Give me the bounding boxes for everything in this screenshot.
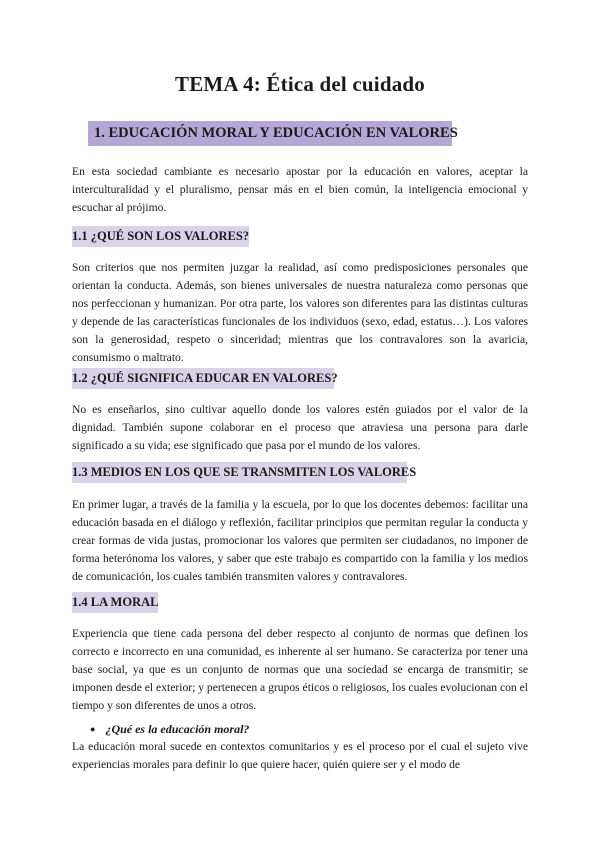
subsection-1-4-text: Experiencia que tiene cada persona del deber respecto al conjunto de normas que definen los correcto e incorrecto en una comunidad, es inherente al ser humano. Se caracteriza por tener una base social, ya que es un conjunto de normas que una sociedad se encarga de transmitir; se imponen desde el exterior; y pertenecen a grupos éticos o religiosos, los cuales evolucionan con el tiempo y son diferentes de unos a otros.	[72, 627, 528, 712]
bullet-dot-icon: ●	[90, 724, 96, 734]
subsection-1-3-text: En primer lugar, a través de la familia y la escuela, por lo que los docentes debemos: facilitar una educación basada en el diálogo y reflexión, facilitar principios que permitan regular la conducta y crear formas de vida justas, promocionar los valores que permiten ser ciudadanos, no imponer de forma heterónoma los valores, y saber que este trabajo es compartido con la familia y los medios de comunicación, los cuales también transmiten valores y contravalores.	[72, 498, 528, 583]
subsection-heading-1-1: 1.1 ¿QUÉ SON LOS VALORES?	[72, 226, 249, 247]
bullet-text: La educación moral sucede en contextos comunitarios y es el proceso por el cual el sujeto vive experiencias morales para definir lo que quiere hacer, quién quiere ser y el modo de	[72, 740, 528, 771]
subsection-1-1-text: Son criterios que nos permiten juzgar la realidad, así como predisposiciones personales que orientan la conducta. Además, son bienes universales de nuestra naturaleza como personas que nos perfeccionan y humanizan. Por otra parte, los valores son diferentes para las distintas culturas y depende de las características funcionales de los individuos (sexo, edad, estatus…). Los valores son la generosidad, respeto o sinceridad; mientras que los contravalores son la avaricia, consumismo o maltrato.	[72, 261, 528, 364]
subsection-heading-1-4: 1.4 LA MORAL	[72, 592, 158, 613]
section-heading-1: 1. EDUCACIÓN MORAL Y EDUCACIÓN EN VALORES	[88, 121, 452, 146]
page-title: TEMA 4: Ética del cuidado	[174, 72, 426, 96]
subsection-heading-1-3: 1.3 MEDIOS EN LOS QUE SE TRANSMITEN LOS VALORES	[72, 462, 407, 483]
subsection-1-2-text: No es enseñarlos, sino cultivar aquello donde los valores estén guiados por el valor de la dignidad. También supone colaborar en el proceso que atraviesa una persona para darle significado a su vida; ese significado que pasa por el mundo de los valores.	[72, 403, 528, 452]
section-1-intro: En esta sociedad cambiante es necesario apostar por la educación en valores, aceptar la interculturalidad y el pluralismo, pensar más en el bien común, la inteligencia emocional y escuchar al prójimo.	[72, 165, 528, 214]
subsection-heading-1-2: 1.2 ¿QUÉ SIGNIFICA EDUCAR EN VALORES?	[72, 368, 334, 389]
bullet-label: ¿Qué es la educación moral?	[105, 722, 250, 736]
bullet-question	[90, 722, 249, 737]
